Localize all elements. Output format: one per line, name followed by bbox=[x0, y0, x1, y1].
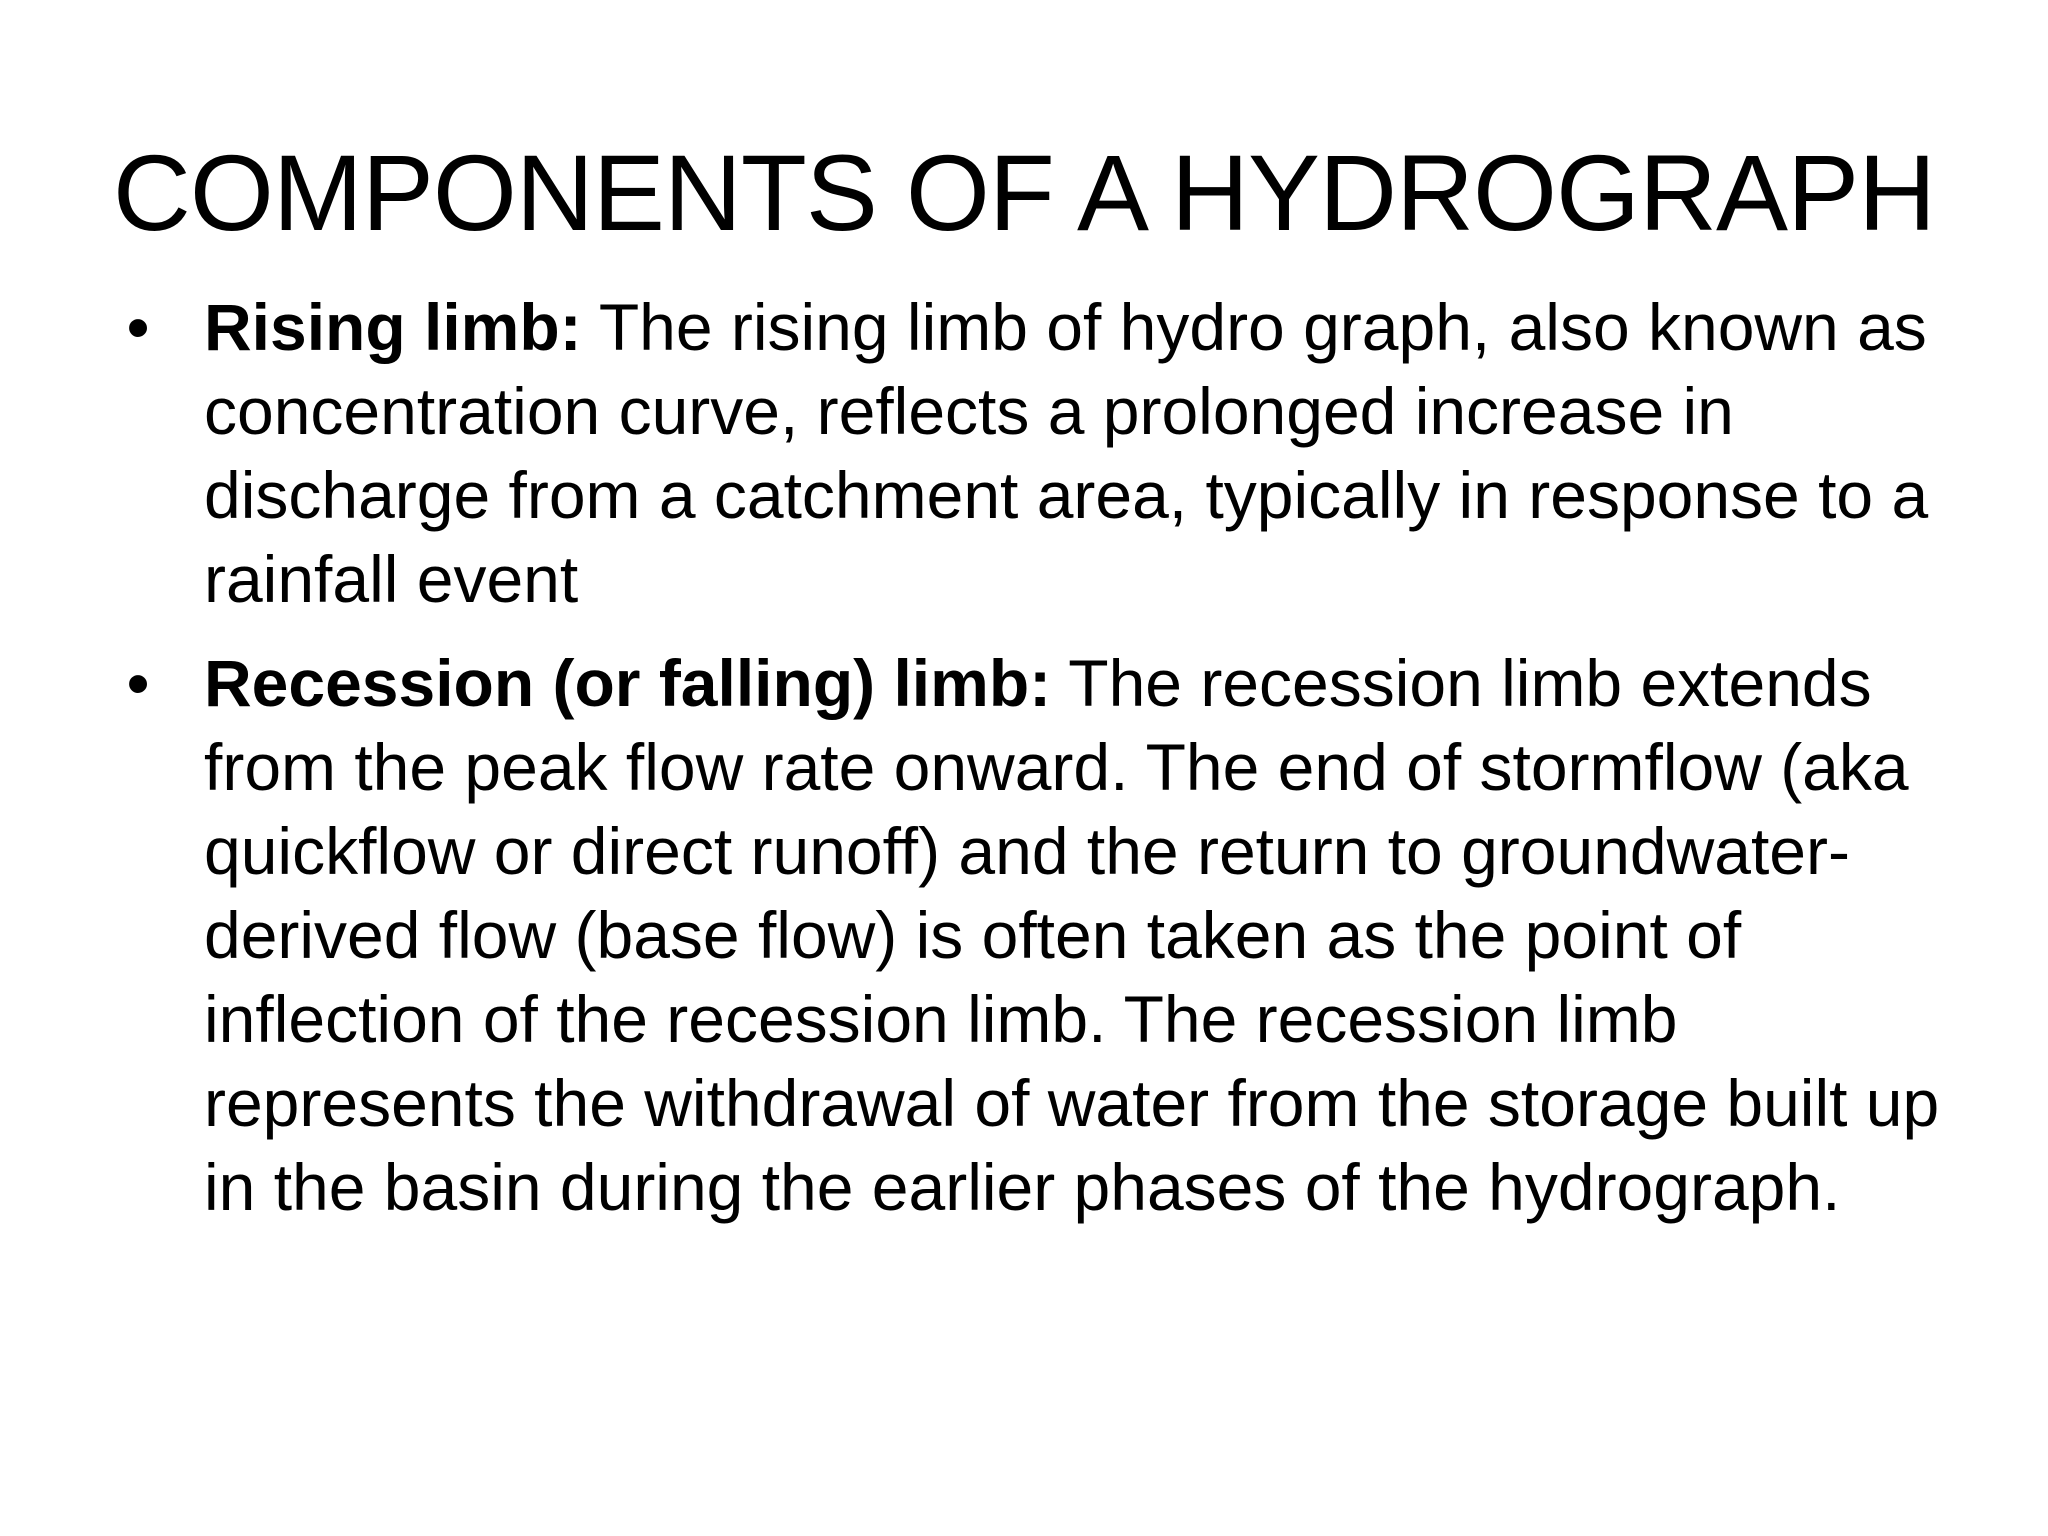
bullet-dot-icon: • bbox=[126, 290, 150, 364]
bullet-recession-limb bbox=[118, 641, 1958, 1229]
bullet-term-recession-limb: Recession (or falling) limb: bbox=[204, 646, 1052, 720]
slide-title: COMPONENTS OF A HYDROGRAPH bbox=[112, 132, 1936, 253]
bullet-rising-limb bbox=[118, 285, 1958, 621]
bullet-dot-icon: • bbox=[126, 646, 150, 720]
bullet-list bbox=[118, 285, 1958, 1249]
bullet-term-rising-limb: Rising limb: bbox=[204, 290, 582, 364]
bullet-text-rising-limb: The rising limb of hydro graph, also known as concentration curve, reflects a prolonged increase in discharge from a catchment area, typically in response to a rainfall event bbox=[204, 290, 1929, 616]
bullet-text-recession-limb: The recession limb extends from the peak flow rate onward. The end of stormflow (aka quickflow or direct runoff) and the return to groundwater-derived flow (base flow) is often taken as the point of inflection of the recession limb. The recession limb represents the withdrawal of water from the storage built up in the basin during the earlier phases of the hydrograph. bbox=[204, 646, 1940, 1224]
